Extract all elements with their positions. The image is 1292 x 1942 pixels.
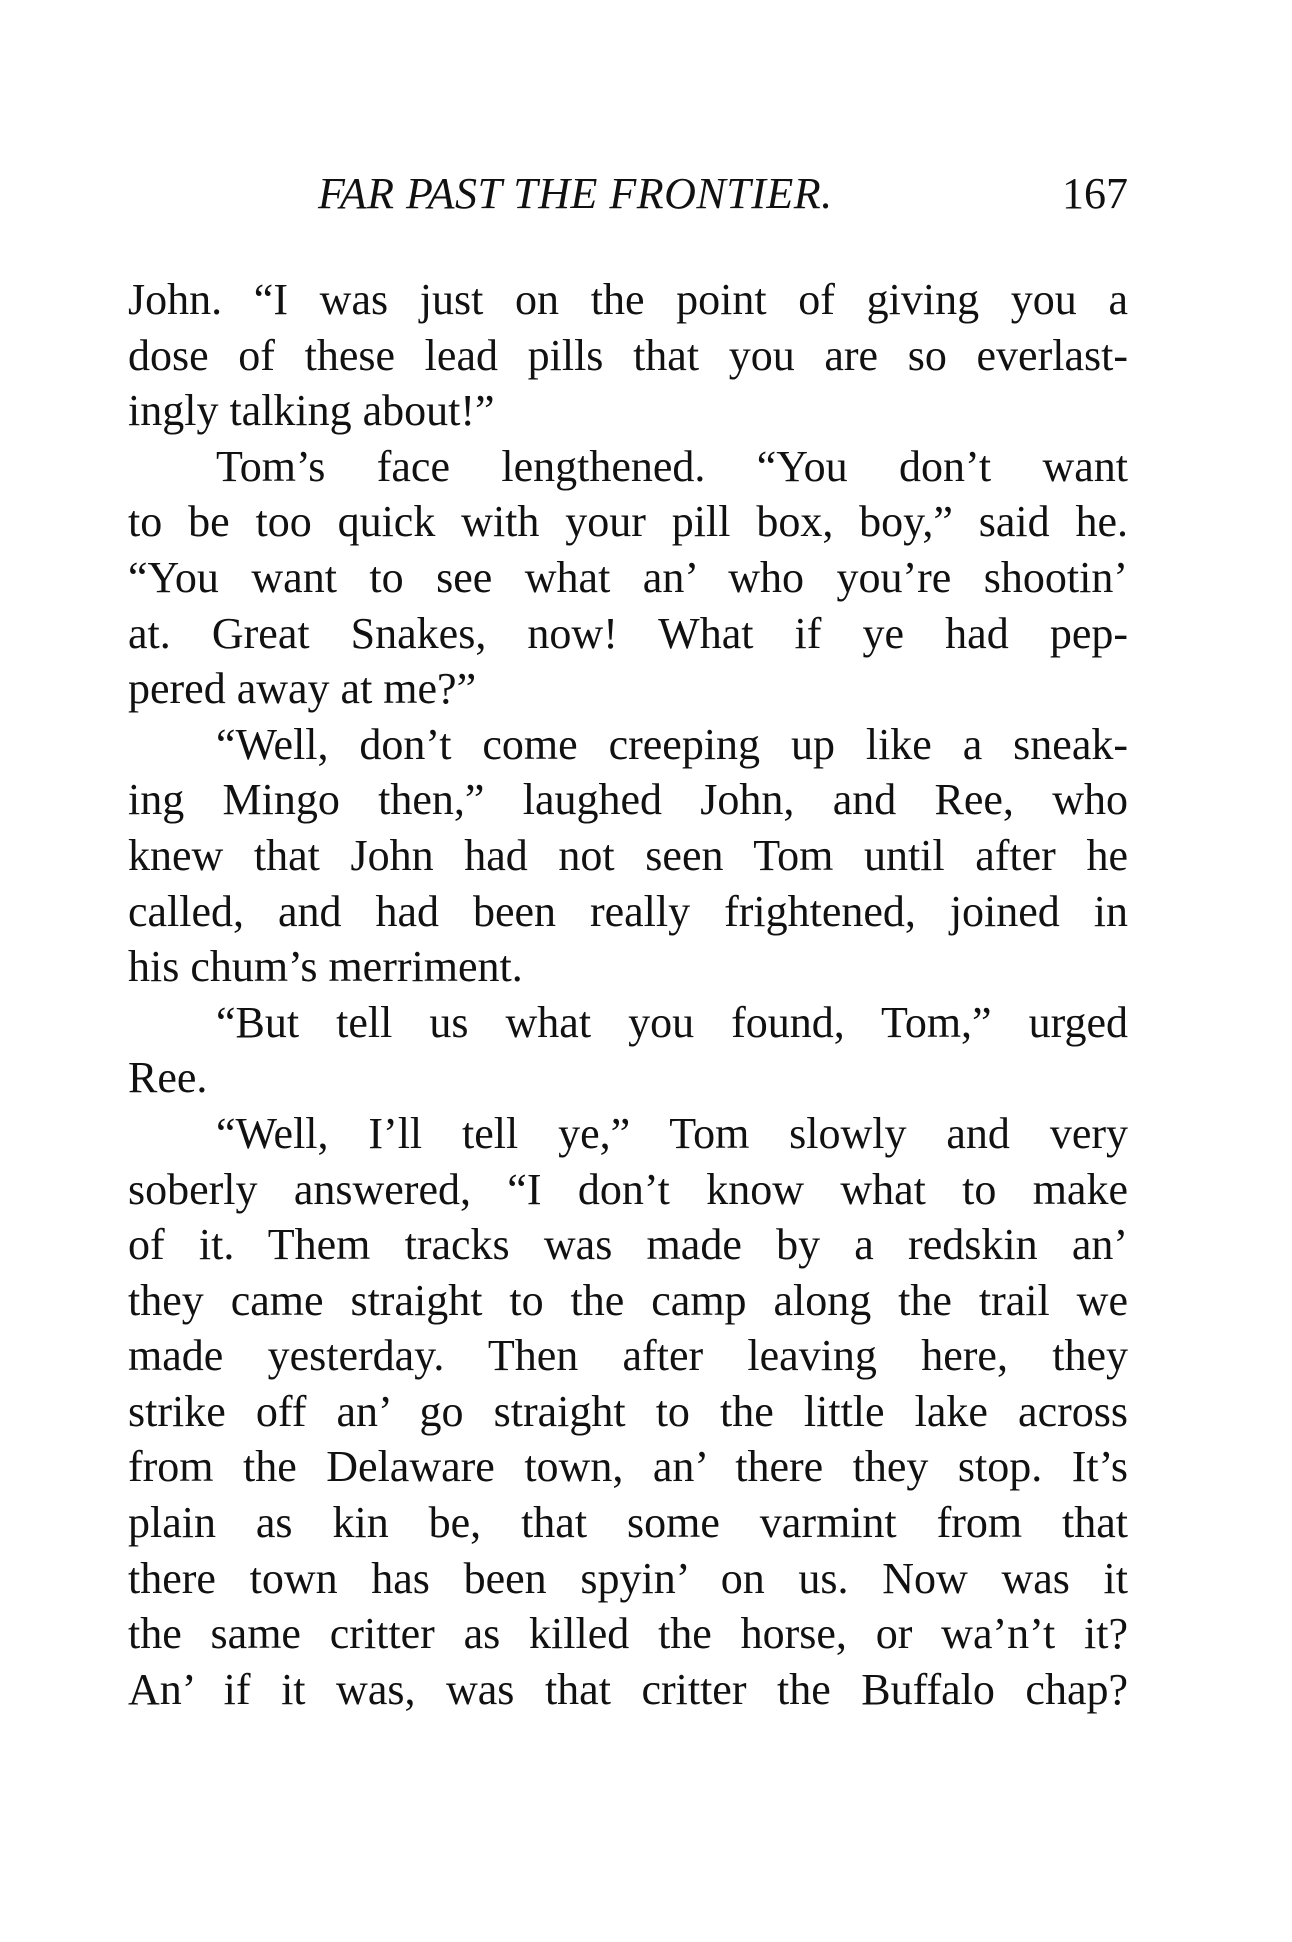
text-line: “But tell us what you found, Tom,” urged	[216, 997, 1128, 1047]
text-line: Ree.	[128, 1053, 208, 1103]
text-line: “You want to see what an’ who you’re shootin’	[128, 552, 1128, 602]
text-line: his chum’s merriment.	[128, 942, 523, 992]
text-line: of it. Them tracks was made by a redskin an’	[128, 1220, 1128, 1270]
page-number: 167	[1062, 169, 1128, 218]
text-line: they came straight to the camp along the trail we	[128, 1275, 1128, 1325]
text-line: An’ if it was, was that critter the Buffalo chap?	[128, 1664, 1128, 1714]
text-line: ingly talking about!”	[128, 386, 495, 436]
text-line: at. Great Snakes, now! What if ye had pep-	[128, 608, 1128, 658]
text-line: plain as kin be, that some varmint from that	[128, 1498, 1128, 1548]
text-line: there town has been spyin’ on us. Now was it	[128, 1553, 1128, 1603]
text-line: soberly answered, “I don’t know what to make	[128, 1164, 1128, 1214]
text-line: pered away at me?”	[128, 664, 477, 714]
text-line: knew that John had not seen Tom until after he	[128, 830, 1128, 880]
text-line: Tom’s face lengthened. “You don’t want	[216, 441, 1128, 491]
text-line: the same critter as killed the horse, or wa’n’t it?	[128, 1609, 1128, 1659]
page-header	[128, 168, 1128, 228]
text-line: “Well, don’t come creeping up like a sneak-	[216, 719, 1128, 769]
text-line: made yesterday. Then after leaving here, they	[128, 1331, 1128, 1381]
text-line: from the Delaware town, an’ there they stop. It’s	[128, 1442, 1128, 1492]
text-line: ing Mingo then,” laughed John, and Ree, who	[128, 775, 1128, 825]
body-text	[128, 272, 1128, 1717]
running-title: FAR PAST THE FRONTIER.	[318, 169, 833, 218]
text-line: strike off an’ go straight to the little lake across	[128, 1386, 1128, 1436]
text-line: “Well, I’ll tell ye,” Tom slowly and very	[216, 1108, 1128, 1158]
text-line: John. “I was just on the point of giving you a	[128, 275, 1128, 324]
text-line: called, and had been really frightened, joined in	[128, 886, 1128, 936]
text-line: dose of these lead pills that you are so everlast-	[128, 330, 1128, 380]
text-line: to be too quick with your pill box, boy,” said he.	[128, 497, 1128, 547]
